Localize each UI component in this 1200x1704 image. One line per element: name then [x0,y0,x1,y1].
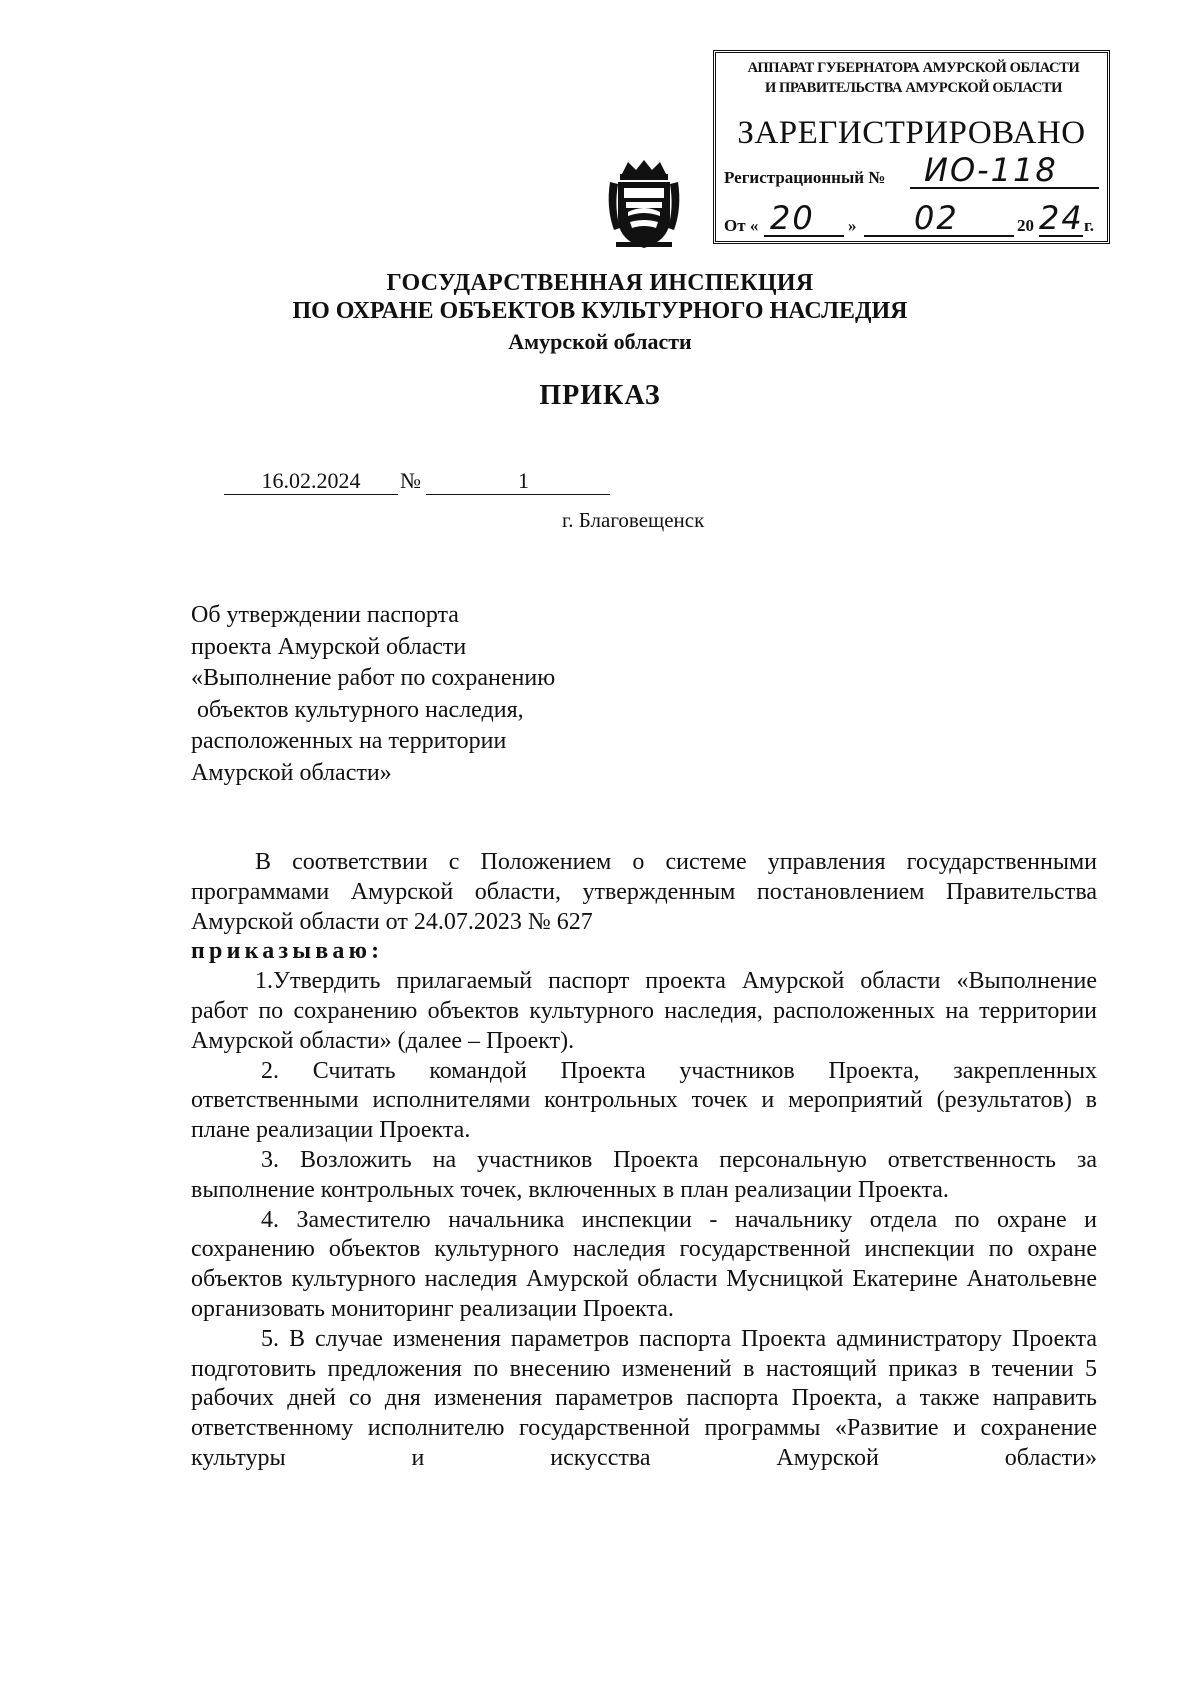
stamp-org-line-1: АППАРАТ ГУБЕРНАТОРА АМУРСКОЙ ОБЛАСТИ [747,60,1080,76]
org-name-line-3: Амурской области [508,329,692,354]
preamble-paragraph: В соответствии с Положением о системе управления государственными программами Амурской области, утвержденным постановлением Правительства Амурской области от 24.07.2023 № 627 [191,849,1097,935]
stamp-day: 20 [770,199,815,237]
coat-of-arms-emblem [604,158,684,250]
stamp-date-row [724,199,1099,237]
order-number-line [426,468,610,495]
stamp-quote-close: » [848,216,857,235]
stamp-year-prefix: 20 [1017,216,1034,235]
order-number-label: № [400,468,421,493]
order-date: 16.02.2024 [224,468,398,495]
subject-line: Об утверждении паспорта [191,602,459,628]
stamp-month: 02 [914,199,959,237]
order-number: 1 [518,468,529,493]
stamp-year-suffix: 24 [1039,199,1084,237]
order-subject [191,600,661,789]
subject-line: расположенных на территории [191,728,507,754]
stamp-year-end: г. [1084,216,1095,235]
subject-line: «Выполнение работ по сохранению [191,665,556,691]
order-item-1: 1.Утвердить прилагаемый паспорт проекта Амурской области «Выполнение работ по сохранению объектов культурного наследия, расположенных на территории Амурской области» (далее – Проект). [191,968,1097,1054]
stamp-registration-number: ИО-118 [924,151,1058,189]
registration-stamp [713,50,1110,244]
order-item-2: 2. Считать командой Проекта участников Проекта, закрепленных ответственными исполнителями контрольных точек и мероприятий (результатов) в плане реализации Проекта. [191,1057,1097,1144]
order-city: г. Благовещенск [562,508,705,532]
order-body [191,848,1097,1474]
order-directive-word: приказываю: [191,938,384,965]
subject-line: объектов культурного наследия, [191,696,524,723]
stamp-org-line-2: И ПРАВИТЕЛЬСТВА АМУРСКОЙ ОБЛАСТИ [764,80,1063,96]
stamp-registration-label: Регистрационный № [724,168,886,187]
stamp-registration-row [724,151,1099,189]
stamp-from-label: От « [724,216,759,235]
org-name-line-2: ПО ОХРАНЕ ОБЪЕКТОВ КУЛЬТУРНОГО НАСЛЕДИЯ [292,298,908,324]
stamp-title: ЗАРЕГИСТРИРОВАНО [737,115,1086,151]
order-item-5: 5. В случае изменения параметров паспорта Проекта администратору Проекта подготовить предложения по внесению изменений в настоящий приказ в течении 5 рабочих дней со дня изменения параметров паспорта Проекта, а также направить ответственному исполнителю государственной программы «Развитие и сохранение культуры и искусства Амурской области» [191,1325,1097,1471]
subject-line: проекта Амурской области [191,633,467,660]
order-item-3: 3. Возложить на участников Проекта персональную ответственность за выполнение контрольных точек, включенных в план реализации Проекта. [191,1146,1097,1203]
document-title: ПРИКАЗ [539,380,661,411]
subject-line: Амурской области» [191,759,392,786]
order-item-4: 4. Заместителю начальника инспекции - начальнику отдела по охране и сохранению объектов культурного наследия государственной инспекции по охране объектов культурного наследия Амурской области Мусницкой Екатерине Анатольевне организовать мониторинг реализации Проекта. [191,1206,1097,1322]
org-name-line-1: ГОСУДАРСТВЕННАЯ ИНСПЕКЦИЯ [386,270,814,296]
